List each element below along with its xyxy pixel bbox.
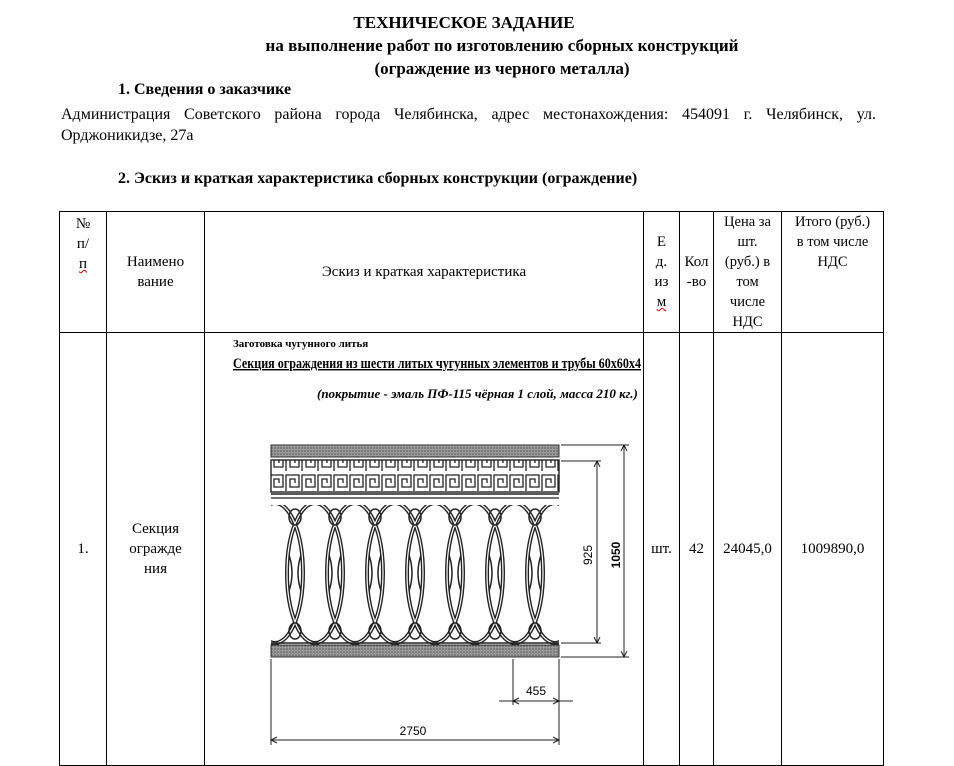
col-header-qty: Кол -во xyxy=(680,212,714,333)
sketch-caption-3: (покрытие - эмаль ПФ-115 чёрная 1 слой, масса 210 кг.) xyxy=(317,386,638,401)
dim-2750: 2750 xyxy=(399,724,427,738)
row-sketch xyxy=(205,333,644,766)
section2-heading: 2. Эскиз и краткая характеристика сборных конструкции (ограждение) xyxy=(118,170,638,187)
col-header-sketch: Эскиз и краткая характеристика xyxy=(205,212,644,333)
doc-subtitle: на выполнение работ по изготовлению сборных конструкций xyxy=(265,36,739,55)
row-total: 1009890,0 xyxy=(782,333,884,766)
table-header-row xyxy=(60,212,884,333)
meander-frieze xyxy=(271,460,559,492)
row-num: 1. xyxy=(60,333,107,766)
dim-module-lines xyxy=(499,659,573,705)
ornament-rings xyxy=(247,503,583,643)
col-header-name: Наимено вание xyxy=(107,212,205,333)
fence-section-drawing xyxy=(205,333,643,765)
section1-heading: 1. Сведения о заказчике xyxy=(118,81,292,98)
col-header-total: Итого (руб.) в том числе НДС xyxy=(782,212,884,333)
dim-455: 455 xyxy=(525,684,547,698)
col-header-price: Цена за шт. (руб.) в том числе НДС xyxy=(714,212,782,333)
row-price: 24045,0 xyxy=(714,333,782,766)
doc-subtitle-2: (ограждение из черного металла) xyxy=(374,59,630,78)
dim-1050: 1050 xyxy=(609,541,623,569)
row-name: Секция огражде ния xyxy=(107,333,205,766)
sketch-caption-1: Заготовка чугунного литья xyxy=(233,338,369,350)
row-qty: 42 xyxy=(680,333,714,766)
dim-925: 925 xyxy=(581,544,595,566)
col-header-unit: Е д. из м xyxy=(644,212,680,333)
spec-table xyxy=(59,211,884,766)
col-header-num: № п/ п xyxy=(60,212,107,333)
top-rail xyxy=(271,445,559,457)
sketch-caption-2: Секция ограждения из шести литых чугунных элементов и трубы 60х60х4 xyxy=(233,356,641,372)
doc-title: ТЕХНИЧЕСКОЕ ЗАДАНИЕ xyxy=(353,13,575,32)
row-unit: шт. xyxy=(644,333,680,766)
table-row xyxy=(60,333,884,766)
customer-address: Администрация Советского района города Челябинска, адрес местонахождения: 454091 г. Челябинск, ул. Орджоникидзе, 27а xyxy=(61,106,876,144)
bottom-rail xyxy=(271,645,559,657)
